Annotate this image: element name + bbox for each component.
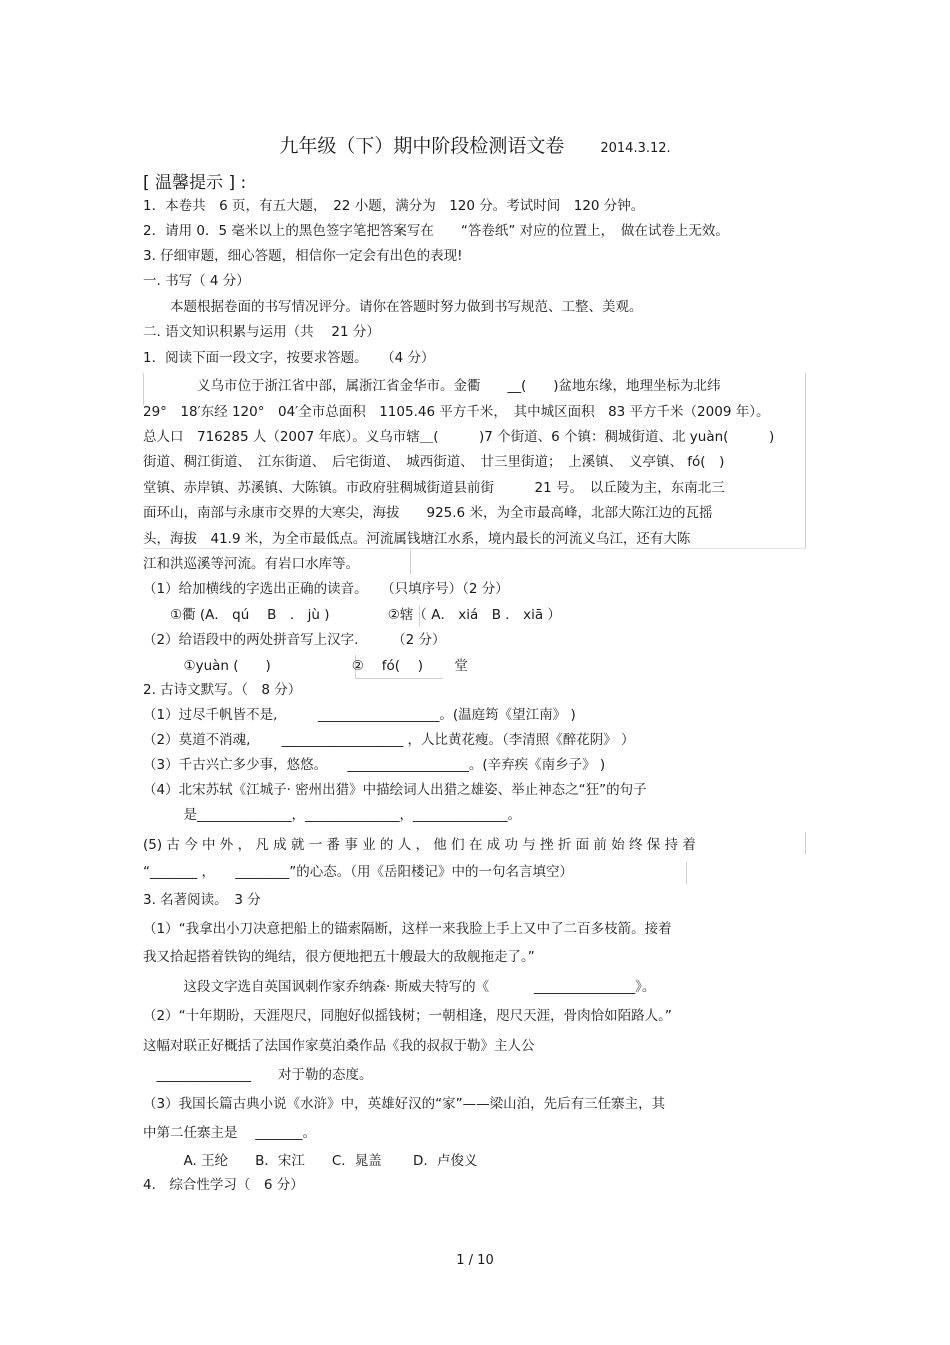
exam-title — [0, 131, 950, 158]
question-3-1-line-2: 我又拾起搭着铁钩的绳结，很方便地把五十艘最大的敌舰拖走了。” — [143, 949, 535, 965]
question-3-3-line-2: 中第二任寨主是 _______。 — [143, 1125, 317, 1141]
question-2-5: (5) 古 今 中 外 ， 凡 成 就 一 番 事 业 的 人 ， 他 们 在 成 功 与 挫 折 面 前 始 终 保 持 着 — [143, 837, 696, 853]
question-4-heading: 4. 综合性学习（ 6 分） — [143, 1177, 304, 1193]
question-2-4-blanks: 是______________，______________，______________。 — [143, 807, 521, 823]
question-1-1-options: ①衢 (A． qú B ． jù ) ②辖（ A． xiá B ． xiā ） — [143, 607, 561, 623]
passage-line-8: 江和洪巡溪等河流。有岩口水库等。 — [143, 556, 359, 572]
instruction-line-3: 3. 仔细审题，细心答题，相信你一定会有出色的表现! — [143, 248, 463, 264]
passage-line-2: 29° 18′东经 120° 04′全市总面积 1105.46 平方千米， 其中城区面积 83 平方千米（2009 年）。 — [143, 404, 770, 420]
question-3-3-options: A. 王纶 B．宋江 C．晁盖 D．卢俊义 — [143, 1153, 478, 1169]
passage-line-1: 义乌市位于浙江省中部，属浙江省金华市。金衢 __( )盆地东缘，地理坐标为北纬 — [143, 378, 721, 394]
question-3-2-line-3: ______________ 对于勒的态度。 — [143, 1067, 373, 1083]
section-2-heading: 二. 语文知识积累与运用（共 21 分） — [143, 324, 380, 340]
passage-line-6: 面环山，南部与永康市交界的大寒尖，海拔 925.6 米，为全市最高峰，北部大陈江边的瓦摇 — [143, 505, 713, 521]
question-3-1-line-3: 这段文字选自英国讽刺作家乔纳森· 斯威夫特写的《 _______________》。 — [143, 979, 656, 995]
question-2-5-blanks: “_______ ， ________”的心态。（用《岳阳楼记》中的一句名言填空） — [143, 864, 574, 880]
passage-line-4: 街道、稠江街道、 江东街道、 后宅街道、 城西街道、 廿三里街道； 上溪镇、 义亭镇、 fó( ) — [143, 454, 725, 470]
question-2-1: （1）过尽千帆皆不是, __________________。(温庭筠《望江南》 ) — [143, 707, 576, 723]
exam-date: 2014.3.12. — [600, 141, 671, 156]
question-2-heading: 2. 古诗文默写。（ 8 分） — [143, 682, 302, 698]
instruction-line-1: 1．本卷共 6 页，有五大题， 22 小题，满分为 120 分。考试时间 120 分钟。 — [143, 198, 645, 214]
question-2-4: （4）北宋苏轼《江城子· 密州出猎》中描绘词人出猎之雄姿、举止神态之“狂”的句子 — [143, 782, 647, 798]
quote-frame-tail — [686, 862, 687, 884]
instruction-line-2: 2．请用 0．5 毫米以上的黑色签字笔把答案写在 “答卷纸” 对应的位置上， 做在试卷上无效。 — [143, 223, 729, 239]
passage-frame-tail — [410, 550, 411, 574]
passage-line-3: 总人口 716285 人（2007 年底）。义乌市辖＿( )7 个街道、6 个镇：稠城街道、北 yuàn( ) — [143, 429, 775, 445]
page-number: 1 / 10 — [456, 1253, 494, 1268]
question-3-heading: 3. 名著阅读。 3 分 — [143, 892, 261, 908]
answer-frame-bottom — [355, 678, 443, 679]
question-2-3: （3）千古兴亡多少事，悠悠。 __________________。(辛弃疾《南乡子》 ) — [143, 757, 606, 773]
section-1-heading: 一. 书写（ 4 分） — [143, 273, 250, 289]
question-3-2-line-1: （2）“十年期盼，天涯咫尺，同胞好似摇钱树；一朝相逢，咫尺天涯，骨肉恰如陌路人。” — [143, 1008, 672, 1024]
question-1-heading: 1．阅读下面一段文字，按要求答题。 （4 分） — [143, 350, 435, 366]
question-2-2: （2）莫道不消魂, __________________ ，人比黄花瘦。（李清照《醉花阴》 ） — [143, 732, 635, 748]
question-3-3-line-1: （3）我国长篇古典小说《水浒》中，英雄好汉的“家”——梁山泊，先后有三任寨主，其 — [143, 1096, 666, 1112]
section-1-text: 本题根据卷面的书写情况评分。请你在答题时努力做到书写规范、工整、美观。 — [143, 299, 643, 315]
question-1-2: （2）给语段中的两处拼音写上汉字. （2 分） — [143, 632, 446, 648]
title-text: 九年级（下）期中阶段检测语文卷 — [279, 135, 565, 157]
question-3-2-line-2: 这幅对联正好概括了法国作家莫泊桑作品《我的叔叔于勒》主人公 — [143, 1038, 535, 1054]
question-1-2-answers: ①yuàn ( ) ② fó( ) 堂 — [143, 658, 468, 674]
tip-header: [ 温馨提示 ] : — [143, 173, 247, 193]
quote-frame-edge — [805, 832, 806, 854]
question-3-1-line-1: （1）“我拿出小刀决意把船上的锚索隔断，这样一来我脸上手上又中了二百多枝箭。接着 — [143, 921, 672, 937]
passage-line-5: 堂镇、赤岸镇、苏溪镇、大陈镇。市政府驻稠城街道县前街 21 号。 以丘陵为主，东南北三 — [143, 480, 725, 496]
question-1-1: （1）给加横线的字选出正确的读音。 （只填序号）（2 分） — [143, 581, 509, 597]
passage-line-7: 头，海拔 41.9 米，为全市最低点。河流属钱塘江水系，境内最长的河流义乌江，还有大陈 — [143, 531, 691, 547]
